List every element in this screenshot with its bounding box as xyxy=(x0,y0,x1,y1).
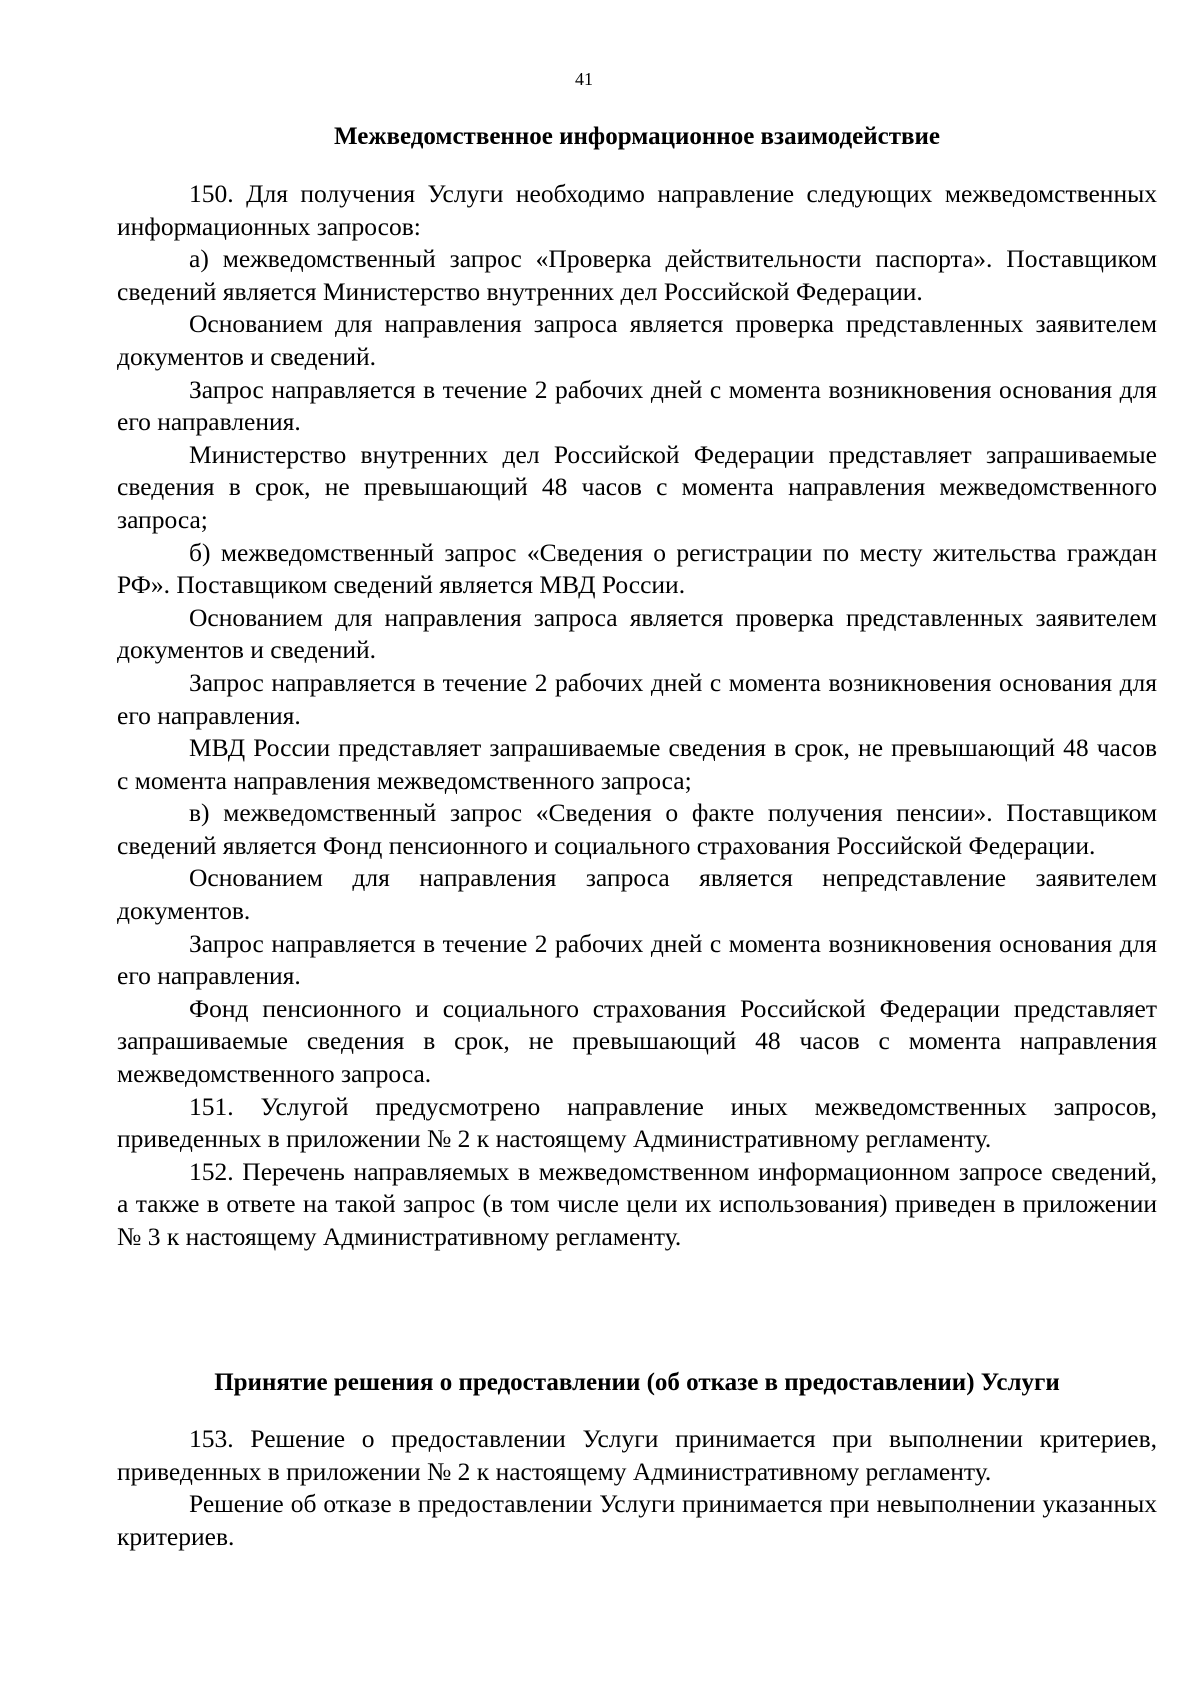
paragraph-150-a: а) межведомственный запрос «Проверка действительности паспорта». Поставщиком сведений является Министерство внутренних дел Российской Федерации. xyxy=(117,244,1157,306)
page-number: 41 xyxy=(575,69,593,89)
paragraph-150-b: б) межведомственный запрос «Сведения о регистрации по месту жительства граждан РФ». Поставщиком сведений является МВД России. xyxy=(117,537,1157,600)
paragraph-151: 151. Услугой предусмотрено направление иных межведомственных запросов, приведенных в приложении № 2 к настоящему Административному регламенту. xyxy=(117,1091,1157,1154)
paragraph-152: 152. Перечень направляемых в межведомственном информационном запросе сведений, а также в ответе на такой запрос (в том числе цели их использования) приведен в приложении № 3 к настоящему Административному регламенту. xyxy=(117,1156,1157,1251)
paragraph: МВД России представляет запрашиваемые сведения в срок, не превышающий 48 часов с момента направления межведомственного запроса; xyxy=(117,733,1157,795)
paragraph-150: 150. Для получения Услуги необходимо направление следующих межведомственных информационных запросов: xyxy=(117,179,1157,241)
section-body-interagency xyxy=(117,178,1157,1254)
paragraph: Запрос направляется в течение 2 рабочих дней с момента возникновения основания для его направления. xyxy=(117,667,1157,730)
paragraph: Фонд пенсионного и социального страхования Российской Федерации представляет запрашиваемые сведения в срок, не превышающий 48 часов с момента направления межведомственного запроса. xyxy=(117,993,1157,1089)
paragraph: Решение об отказе в предоставлении Услуги принимается при невыполнении указанных критериев. xyxy=(117,1489,1157,1551)
section-title-decision: Принятие решения о предоставлении (об отказе в предоставлении) Услуги xyxy=(214,1369,1060,1396)
paragraph: Основанием для направления запроса является проверка представленных заявителем документов и сведений. xyxy=(117,309,1157,371)
section-title-interagency: Межведомственное информационное взаимодействие xyxy=(334,123,940,150)
paragraph: Основанием для направления запроса является непредставление заявителем документов. xyxy=(117,863,1157,926)
paragraph: Основанием для направления запроса является проверка представленных заявителем документов и сведений. xyxy=(117,602,1157,665)
paragraph-150-v: в) межведомственный запрос «Сведения о факте получения пенсии». Поставщиком сведений является Фонд пенсионного и социального страхования Российской Федерации. xyxy=(117,798,1157,860)
paragraph: Запрос направляется в течение 2 рабочих дней с момента возникновения основания для его направления. xyxy=(117,928,1157,991)
paragraph-153: 153. Решение о предоставлении Услуги принимается при выполнении критериев, приведенных в приложении № 2 к настоящему Административному регламенту. xyxy=(117,1424,1157,1486)
paragraph: Запрос направляется в течение 2 рабочих дней с момента возникновения основания для его направления. xyxy=(117,374,1157,437)
paragraph: Министерство внутренних дел Российской Федерации представляет запрашиваемые сведения в срок, не превышающий 48 часов с момента направления межведомственного запроса; xyxy=(117,439,1157,534)
section-body-decision xyxy=(117,1423,1157,1553)
